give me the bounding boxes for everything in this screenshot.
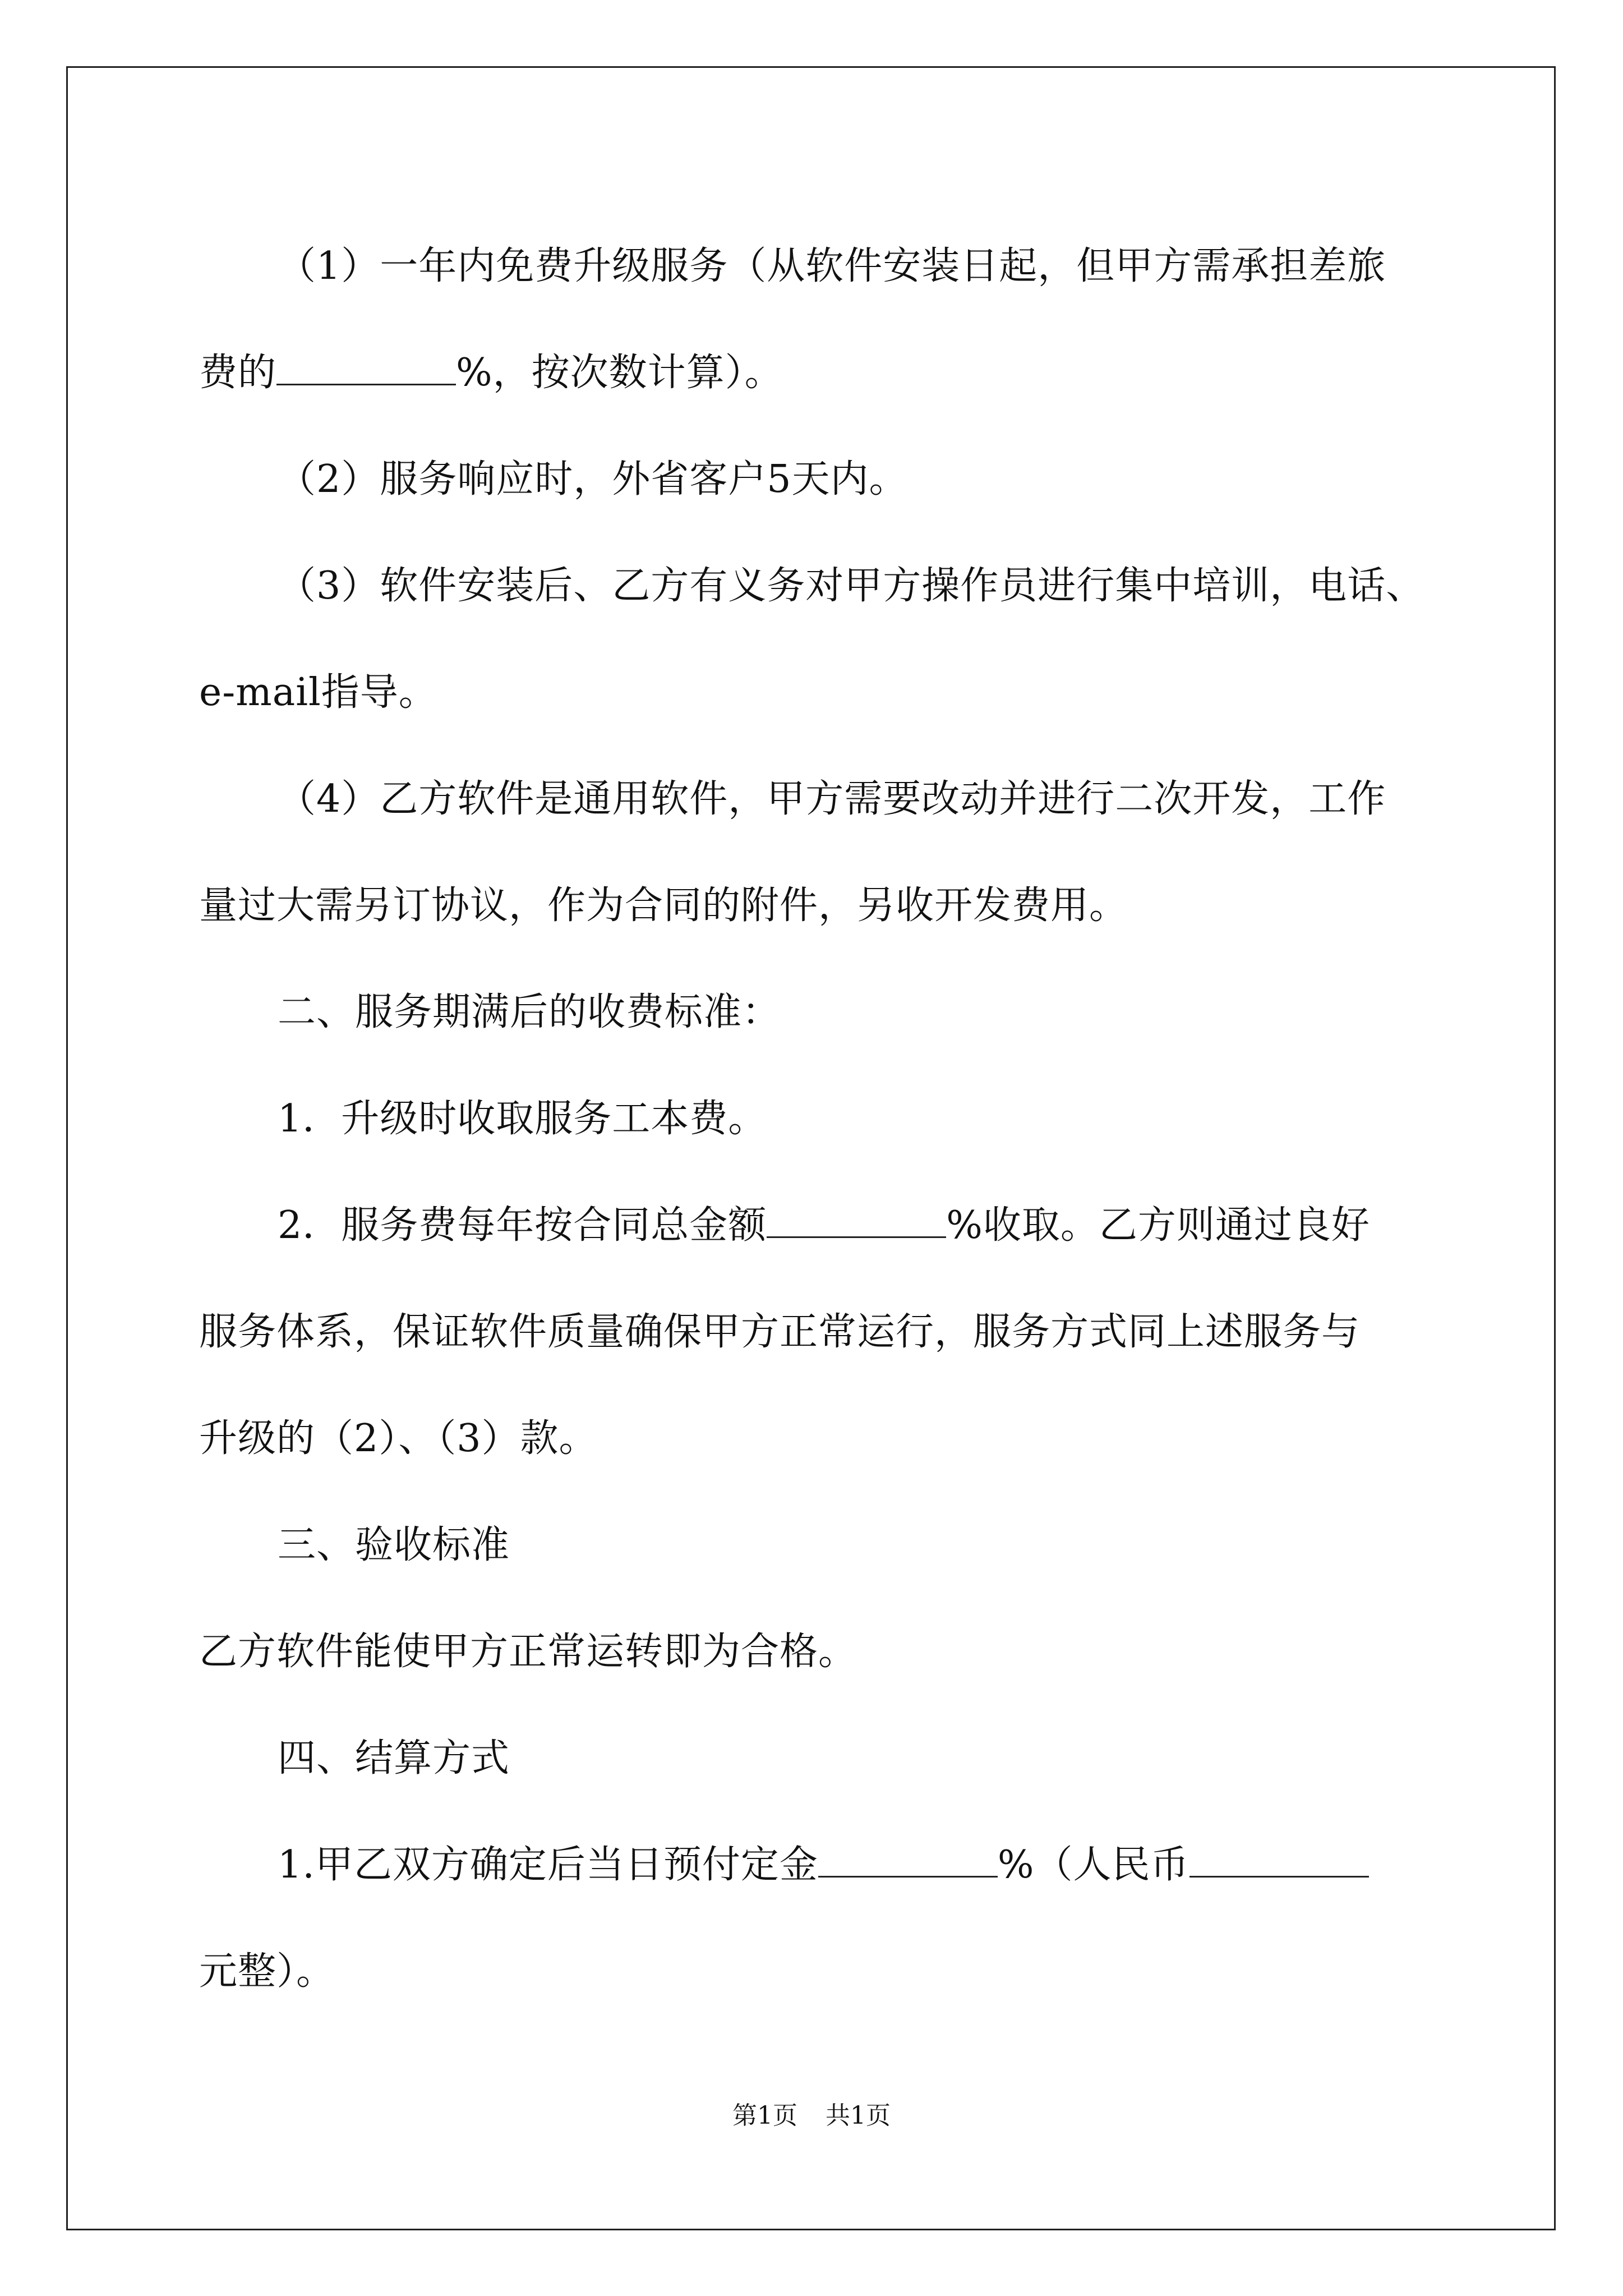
- paragraph-text: （3）软件安装后、乙方有义务对甲方操作员进行集中培训，电话、: [278, 564, 1425, 608]
- heading-text: 四、结算方式: [278, 1736, 510, 1780]
- paragraph-6: [199, 746, 1433, 853]
- paragraph-text: （2）服务响应时，外省客户5天内。: [278, 457, 908, 501]
- page-footer: [0, 2095, 1623, 2131]
- paragraph-17: [199, 1918, 1433, 2025]
- paragraph-text: 1.甲乙双方确定后当日预付定金: [278, 1843, 818, 1887]
- paragraph-2: [199, 320, 1433, 426]
- section-heading-3: [199, 1492, 1433, 1599]
- paragraph-text: 1．升级时收取服务工本费。: [278, 1097, 767, 1141]
- paragraph-3: [199, 426, 1433, 533]
- fill-in-blank: [767, 1204, 946, 1238]
- paragraph-10: [199, 1172, 1433, 1279]
- heading-text: 二、服务期满后的收费标准：: [278, 990, 781, 1034]
- fill-in-blank: [276, 351, 456, 385]
- paragraph-text: e-mail指导。: [199, 670, 437, 715]
- paragraph-text: （1）一年内免费升级服务（从软件安装日起，但甲方需承担差旅: [278, 244, 1386, 288]
- paragraph-12: [199, 1386, 1433, 1492]
- section-heading-4: [199, 1705, 1433, 1812]
- paragraph-text: （4）乙方软件是通用软件，甲方需要改动并进行二次开发，工作: [278, 777, 1386, 821]
- section-heading-2: [199, 959, 1433, 1066]
- paragraph-text: 服务体系，保证软件质量确保甲方正常运行，服务方式同上述服务与: [199, 1310, 1361, 1354]
- paragraph-text: %（人民币: [997, 1843, 1189, 1887]
- paragraph-11: [199, 1279, 1433, 1386]
- document-body: [199, 213, 1433, 2025]
- paragraph-5: [199, 639, 1433, 746]
- fill-in-blank: [818, 1843, 998, 1878]
- paragraph-9: [199, 1066, 1433, 1172]
- paragraph-text: 升级的（2）、（3）款。: [199, 1416, 598, 1461]
- paragraph-text: %收取。乙方则通过良好: [946, 1203, 1370, 1248]
- paragraph-text: 2．服务费每年按合同总金额: [278, 1203, 767, 1248]
- paragraph-text: 费的: [199, 351, 277, 395]
- page-total: 共1页: [826, 2101, 891, 2130]
- fill-in-blank: [1189, 1843, 1369, 1878]
- heading-text: 三、验收标准: [278, 1523, 510, 1567]
- paragraph-7: [199, 853, 1433, 959]
- paragraph-14: [199, 1599, 1433, 1705]
- page-number: 第1页: [732, 2101, 797, 2130]
- paragraph-text: 量过大需另订协议，作为合同的附件，另收开发费用。: [199, 884, 1128, 928]
- paragraph-16: [199, 1812, 1433, 1918]
- paragraph-4: [199, 533, 1433, 639]
- paragraph-1: [199, 213, 1433, 320]
- paragraph-text: 元整）。: [199, 1949, 335, 1994]
- paragraph-text: 乙方软件能使甲方正常运转即为合格。: [199, 1630, 857, 1674]
- paragraph-text: %，按次数计算）。: [456, 351, 783, 395]
